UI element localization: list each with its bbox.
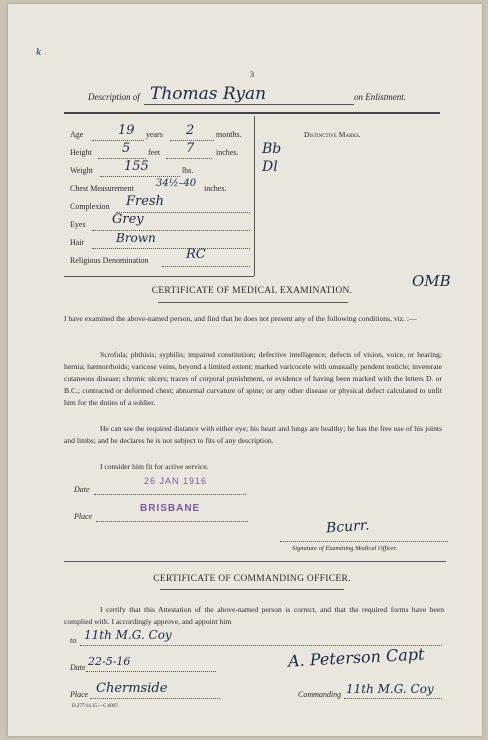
commanding-certificate-title: CERTIFICATE OF COMMANDING OFFICER. [153, 574, 351, 584]
commanding-place-label: Place [70, 690, 89, 699]
commanding-label: Commanding [298, 690, 342, 699]
age-years: 19 [118, 123, 135, 138]
hair-value: Brown [116, 231, 156, 245]
height-label: Height [70, 148, 92, 157]
lbs-label: lbs. [182, 166, 194, 175]
age-months: 2 [186, 123, 195, 138]
medical-date-label: Date [74, 485, 90, 494]
commanding-date-line [86, 671, 216, 672]
medical-date-stamp: 26 JAN 1916 [144, 476, 208, 486]
print-reference: D.277/14.15.—C.6097. [72, 704, 120, 709]
height-inches: 7 [186, 141, 195, 156]
description-bottom-rule [64, 276, 254, 277]
commanding-title-rule [160, 589, 344, 590]
eyes-label: Eyes [70, 220, 86, 229]
religion-label: Religious Denomination [70, 256, 149, 265]
age-label: Age [70, 130, 84, 139]
religion-value: RC [186, 247, 206, 262]
medical-conditions-para: Scrofula; phthisis; syphilis; impaired constitution; defective intelligence; defects of vision, voice, or hearing; hernia; hæmorrhoids; varicose veins, beyond a limited extent; marked varicocele with unusually pendent testicle; inveterate cutaneous disease; chronic ulcers; traces of corporal punishment, or evidence of having been marked with the letters D. or B.C.; contracted or deformed chest; abnormal curvature of spine; or any other disease or physical defect calculated to unfit him for the duties of a soldier. [64, 350, 442, 407]
height-inches-line [166, 158, 212, 159]
to-label: to [70, 636, 77, 645]
hair-line [92, 248, 250, 249]
hair-label: Hair [70, 238, 85, 247]
eyes-value: Grey [112, 212, 144, 227]
medical-date-line [94, 494, 246, 495]
chest-label: Chest Measurement [70, 184, 134, 193]
distinctive-mark-2: Dl [262, 159, 278, 175]
initials-note: OMB [412, 272, 451, 290]
commanding-place-line [90, 698, 220, 699]
medical-fit-statement: I consider him fit for active service. [100, 462, 209, 471]
complexion-label: Complexion [70, 202, 110, 211]
attestation-page [8, 4, 482, 736]
commanding-date-value: 22-5-16 [88, 655, 131, 668]
medical-signature-caption: Signature of Examining Medical Officer. [292, 545, 398, 552]
name-underline [144, 104, 354, 105]
commanding-unit-line [344, 698, 442, 699]
header-rule [64, 112, 440, 114]
weight-value: 155 [124, 159, 149, 174]
chest-value: 34½–40 [156, 178, 197, 189]
chest-unit: inches. [204, 184, 227, 193]
commanding-unit-value: 11th M.G. Coy [346, 682, 434, 696]
header-suffix: on Enlistment. [354, 92, 406, 102]
medical-signature-line [280, 541, 448, 542]
height-feet: 5 [122, 141, 131, 156]
soldier-name: Thomas Ryan [150, 84, 267, 104]
description-divider [254, 116, 255, 276]
years-label: years [146, 130, 163, 139]
commanding-officer-signature: A. Peterson Capt [287, 644, 425, 671]
age-years-line [92, 140, 144, 141]
medical-certificate-title: CERTIFICATE OF MEDICAL EXAMINATION. [151, 286, 353, 296]
inches-label: inches. [216, 148, 239, 157]
medical-place-line [96, 521, 248, 522]
to-value: 11th M.G. Coy [84, 628, 172, 642]
feet-label: feet [148, 148, 160, 157]
distinctive-marks-label: Distinctive Marks. [304, 130, 361, 139]
distinctive-mark-1: Bb [262, 141, 282, 157]
commanding-place-value: Chermside [96, 681, 168, 696]
commanding-date-label: Date [70, 663, 86, 672]
medical-place-label: Place [74, 512, 93, 521]
weight-line [100, 176, 180, 177]
header-prefix: Description of [88, 92, 140, 102]
medical-officer-signature: Bcurr. [325, 517, 370, 537]
page-number: 3 [250, 70, 254, 79]
medical-title-rule [158, 302, 348, 303]
medical-place-stamp: BRISBANE [140, 503, 201, 514]
margin-mark: k [36, 48, 42, 58]
religion-line [162, 266, 250, 267]
section-divider [64, 561, 446, 562]
months-label: months. [216, 130, 242, 139]
complexion-value: Fresh [126, 194, 164, 209]
commanding-para: I certify that this Attestation of the above-named person is correct, and that the required forms have been complied with. I accordingly approve, and appoint him [64, 605, 444, 626]
weight-label: Weight [70, 166, 93, 175]
medical-para-3: He can see the required distance with either eye; his heart and lungs are healthy; he has the free use of his joints and limbs; and he declares he is not subject to fits of any description. [64, 424, 442, 445]
medical-para-1: I have examined the above-named person, and find that he does not present any of the following conditions, viz. :— [64, 314, 417, 323]
